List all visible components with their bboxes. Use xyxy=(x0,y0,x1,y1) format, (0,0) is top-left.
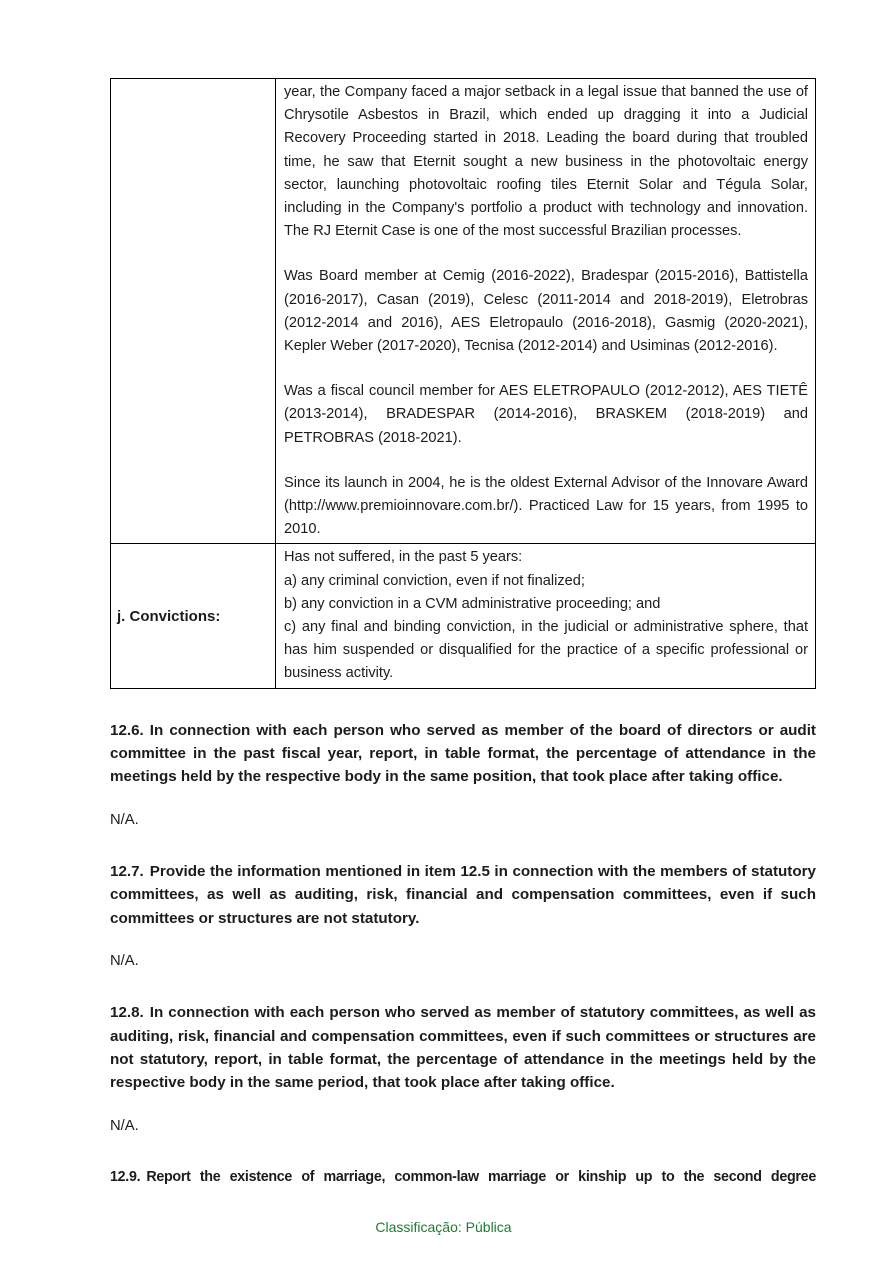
section-12-9-number: 12.9. xyxy=(110,1168,141,1185)
biography-paragraph-board-memberships: Was Board member at Cemig (2016-2022), Bradespar (2015-2016), Battistella (2016-2017), Casan (2019), Celesc (2011-2014 and 2018-2019), Eletrobras (2012-2014 and 2016), AES Eletropaulo (2016-2018), Gasmig (2020-2021), Kepler Weber (2017-2020), Tecnisa (2012-2014) and Usiminas (2012-2016). xyxy=(284,268,808,355)
classification-footer: Classificação: Pública xyxy=(375,1219,512,1235)
section-12-6-heading xyxy=(110,719,816,789)
section-12-7-answer: N/A. xyxy=(110,953,139,970)
section-12-9-heading xyxy=(110,1166,816,1189)
section-12-8-text: In connection with each person who served as member of statutory committees, as well as auditing, risk, financial and compensation committees, even if such committees or structures are not statutory, report, in table format, the percentage of attendance in the meetings held by the respective body in the same period, that took place after taking office. xyxy=(110,1004,816,1092)
convictions-item-c: c) any final and binding conviction, in the judicial or administrative sphere, that has him suspended or disqualified for the practice of a specific professional or business activity. xyxy=(284,619,808,682)
convictions-label-cell xyxy=(111,544,276,688)
section-12-9 xyxy=(110,1166,816,1189)
convictions-item-b: b) any conviction in a CVM administrative proceeding; and xyxy=(284,595,661,612)
section-12-9-text: Report the existence of marriage, common-law marriage or kinship up to the second degree xyxy=(146,1168,816,1185)
table-row-convictions xyxy=(111,544,816,688)
section-12-7-text: Provide the information mentioned in item 12.5 in connection with the members of statutory committees, as well as auditing, risk, financial and compensation committees, even if such committees or structures are not statutory. xyxy=(110,862,816,927)
section-12-7-heading xyxy=(110,860,816,930)
section-12-7 xyxy=(110,860,816,971)
section-12-8-heading xyxy=(110,1001,816,1095)
biography-content-cell xyxy=(276,79,816,544)
section-12-6-answer: N/A. xyxy=(110,811,139,828)
biography-paragraph-fiscal-council: Was a fiscal council member for AES ELETROPAULO (2012-2012), AES TIETÊ (2013-2014), BRADESPAR (2014-2016), BRASKEM (2018-2019) and PETROBRAS (2018-2021). xyxy=(284,383,808,446)
convictions-label: j. Convictions: xyxy=(117,607,221,625)
section-12-8-answer: N/A. xyxy=(110,1117,139,1134)
convictions-intro-line: Has not suffered, in the past 5 years: xyxy=(284,549,523,566)
director-profile-table xyxy=(110,78,816,689)
section-12-6-text: In connection with each person who served as member of the board of directors or audit committee in the past fiscal year, report, in table format, the percentage of attendance in the meetings held by the respective body in the same position, that took place after taking office. xyxy=(110,721,816,786)
convictions-item-a: a) any criminal conviction, even if not finalized; xyxy=(284,572,585,589)
table-row-biography xyxy=(111,79,816,544)
convictions-content-cell xyxy=(276,544,816,688)
section-12-6-number: 12.6. xyxy=(110,721,144,739)
section-12-7-number: 12.7. xyxy=(110,862,144,880)
section-12-8 xyxy=(110,1001,816,1136)
section-12-8-number: 12.8. xyxy=(110,1004,144,1022)
biography-paragraph-innovare-award: Since its launch in 2004, he is the oldest External Advisor of the Innovare Award (http://www.premioinnovare.com.br/). Practiced Law for 15 years, from 1995 to 2010. xyxy=(284,474,808,538)
document-content xyxy=(110,78,816,1189)
section-12-6 xyxy=(110,719,816,830)
biography-paragraph-legal-setback: year, the Company faced a major setback in a legal issue that banned the use of Chrysotile Asbestos in Brazil, which ended up dragging it into a Judicial Recovery Proceeding started in 2018. Leading the board during that troubled time, he saw that Eternit sought a new business in the photovoltaic energy sector, launching photovoltaic roofing tiles Eternit Solar and Tégula Solar, including in the Company's portfolio a product with technology and innovation. The RJ Eternit Case is one of the most successful Brazilian processes. xyxy=(284,84,808,240)
biography-label-cell xyxy=(111,79,276,544)
